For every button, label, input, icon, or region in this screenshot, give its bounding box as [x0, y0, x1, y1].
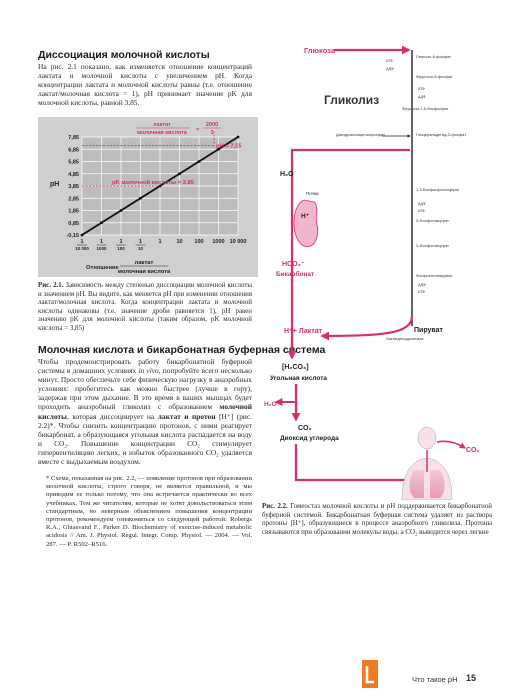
x-tick-top: 1	[158, 239, 162, 245]
adp-2: АДФ	[418, 95, 426, 99]
step-13bpg: 1,3-Бисфосфоглицерат	[416, 187, 460, 192]
ph-ratio-chart	[38, 117, 258, 277]
label-co2: CO₂	[298, 425, 312, 432]
x-tick-top: 1	[99, 239, 104, 245]
y-tick-label: 5,85	[68, 159, 79, 166]
bicarbonate-buffer-diagram	[262, 40, 502, 500]
atp-1: АТФ	[386, 59, 393, 63]
label-h2o-top: H₂O	[280, 171, 294, 178]
adp-1: АДФ	[386, 67, 394, 71]
y-tick-label: 7,85	[68, 135, 79, 141]
section-title-dissociation: Диссоциация молочной кислоты	[38, 49, 210, 61]
para-text-1: Чтобы продемонстрировать работу бикарбонатной буферной системы в домашних условиях	[38, 357, 252, 376]
arrow-left-loop	[292, 150, 410, 350]
x-tick-bottom: 10	[137, 246, 144, 251]
label-co2-name: Диоксид углерода	[280, 435, 339, 442]
atp-4: АТФ	[418, 290, 425, 294]
data-point	[198, 160, 201, 163]
ph-annotation: pH = 7,15	[216, 143, 242, 150]
data-point	[139, 197, 142, 200]
step-g3p: Глицеральдегид-3-фосфат	[416, 132, 467, 137]
figure-2-2-caption	[262, 503, 492, 537]
ratio-label-den: молочная кислота	[137, 130, 187, 136]
label-pyruvate: Пируват	[414, 327, 443, 334]
kidney-icon	[294, 200, 318, 247]
step-3pg: 3-Фосфоглицерат	[416, 218, 449, 223]
atp-3: АТФ	[418, 209, 425, 213]
step-2pg: 2-Фосфоглицерат	[416, 243, 449, 248]
ratio-value-den: 1	[210, 130, 214, 136]
y-tick-label: 1,85	[68, 208, 79, 215]
x-tick-top: 1	[138, 239, 143, 245]
data-point	[178, 172, 181, 175]
para-italic: in vivo	[138, 366, 159, 376]
step-pep: Фосфоенолпируват	[416, 273, 453, 278]
para-text-4: [H⁺] (рис. 2.2)*. Чтобы снизить концентрацию протонов, с ними реагирует бикарбонат, а образующаяся угольная кислота распадается на воду и CO₂. Повышение концентрации CO₂ стимулирует гипервентиляцию легких, и избыток образованного CO₂ удаляется вместе с выдыхаемым воздухом.	[38, 411, 252, 467]
y-tick-label: 2,85	[68, 196, 79, 203]
y-tick-label: 0,85	[68, 220, 79, 227]
label-h2o-bottom: H₂O	[264, 401, 277, 408]
label-h2co3: [H₂CO₃]	[282, 364, 309, 371]
step-dhap: Дигидроксиацетонфосфат	[336, 132, 386, 137]
figure-2-1	[38, 117, 258, 277]
para-bold-lactate-proton: лактат и протон	[157, 411, 216, 421]
footer-title: Что такое pH	[412, 675, 458, 684]
y-tick-label: -0,15	[66, 233, 79, 239]
label-hplus-kidney: H⁺	[301, 213, 310, 220]
data-point	[100, 221, 103, 224]
page-number: 15	[466, 673, 477, 683]
adp-3: АДФ	[418, 202, 426, 206]
y-axis-label: pH	[50, 181, 60, 188]
label-glycolysis: Гликолиз	[324, 93, 380, 107]
figure-2-2-caption-label: Рис. 2.2.	[262, 503, 288, 510]
pk-annotation: pK молочной кислоты = 3,85	[112, 180, 194, 186]
paragraph-dissociation: На рис. 2.1 показано, как изменяется отношение концентраций лактата и молочной кислоты с увеличением pH. Когда концентрации лактата и молочной кислоты равны (т.е. отношение лактат/молочная кислота = 1), pH принимает значение pK для молочной кислоты, равной 3,85.	[38, 62, 252, 108]
x-axis-label-num: лактат	[134, 260, 154, 266]
step-f6p: Фруктозо-6-фосфат	[416, 74, 453, 79]
para-text-3: , которая диссоциирует на	[66, 411, 158, 421]
figure-2-1-caption	[38, 282, 252, 334]
x-axis-label-text: Отношение	[86, 265, 119, 271]
arrow-to-lungs	[296, 444, 406, 480]
y-tick-label: 6,85	[68, 147, 79, 154]
para-bold-lactic: молочной кислоты	[38, 402, 252, 421]
paragraph-bicarbonate	[38, 357, 252, 466]
figure-2-1-caption-label: Рис. 2.1.	[38, 282, 64, 289]
glycolysis-steps	[336, 54, 466, 278]
x-tick-top: 1	[119, 239, 123, 245]
x-tick-top: 100	[194, 239, 204, 245]
x-tick-bottom: 1000	[96, 246, 107, 251]
label-co2-breath: CO₂	[466, 447, 480, 454]
atp-2: АТФ	[418, 87, 425, 91]
para-text-2: , попробуйте всего несколько минут. Просто обеспечьте себе физическую нагрузку в анаэробных условиях: пробегитесь как можно быстрее (лучше в гору), задержав при этом дыхание. В это время в ваших мышцах будет проходить анаэробный гликолиз с образованием	[38, 366, 252, 412]
figure-2-2-caption-text: Гомеостаз молочной кислоты и pH поддерживается бикарбонатной буферной системой. Бикарбонатная буферная система удаляет из раствора протоны [H⁺], образующиеся в процессе анаэробного гликолиза. Протоны связываются при образовании молекулы воды, а CO₂ выводится через легкие	[262, 503, 492, 536]
figure-2-1-caption-text: Зависимость между степенью диссоциации молочной кислоты и значением pH. Вы видите, как меняется pH при изменении отношения лактат/молочная кислота. Когда концентрации лактата и молочной кислоты одинаковы (т.е. значение дроби равняется 1), pH равен значению pK для молочной кислоты (таким образом, pK молочной кислоты = 3,85)	[38, 282, 252, 332]
atp-adp-labels	[386, 59, 426, 294]
label-ldh: Лактатдегидрогеназа	[386, 337, 424, 341]
label-bicarbonate: Бикарбонат	[276, 271, 315, 278]
section-title-bicarbonate: Молочная кислота и бикарбонатная буферная система	[38, 344, 326, 356]
data-point	[237, 136, 240, 139]
step-f16bp: Фруктозо-1,6-бисфосфат	[402, 106, 449, 111]
label-kidney: Почка	[306, 191, 319, 196]
ratio-equals: =	[196, 127, 200, 133]
arrow-exhale	[437, 441, 465, 448]
publisher-badge	[362, 660, 378, 688]
y-tick-label: 4,85	[68, 171, 79, 178]
ratio-label-num: лактат	[153, 122, 171, 128]
x-tick-top: 1	[80, 239, 84, 245]
label-h-lactate: H⁺+ Лактат	[284, 328, 323, 335]
label-carbonic-acid: Угольная кислота	[270, 375, 328, 382]
x-tick-bottom: 100	[117, 246, 125, 251]
x-tick-top: 10	[176, 239, 183, 245]
label-glucose: Глюкоза	[304, 46, 335, 55]
figure-2-2	[262, 40, 502, 500]
x-tick-bottom: 10 000	[75, 246, 89, 251]
x-tick-top: 1000	[212, 239, 225, 245]
ratio-value-num: 2000	[205, 122, 219, 128]
data-point	[120, 209, 123, 212]
x-tick-top: 10 000	[229, 239, 247, 245]
step-g6p: Глюкозо-6-фосфат	[416, 54, 451, 59]
y-tick-label: 3,85	[68, 184, 79, 190]
data-point	[81, 234, 84, 237]
lungs-illustration	[402, 427, 452, 500]
adp-4: АДФ	[418, 283, 426, 287]
publisher-logo-icon	[362, 660, 378, 688]
label-hco3: HCO₃⁻	[282, 261, 305, 268]
arrow-pyruvate-lactate	[322, 316, 412, 336]
footnote: * Схема, показанная на рис. 2.2, — появление протонов при образовании молочной кислоты, строго говоря, не является правильной, и мы приводим ее только потому, что она встречается практически во всех учебниках. Тем же читателям, которые не хотят довольствоваться этим стандартным, но неверным объяснением повышения концентрации протонов, рекомендуем ознакомиться со следующей работой: Robergs R.A., Ghiasvand F., Parker D. Biochemistry of exercise-induced metabolic acidosis // Am. J. Physiol. Regul. Integr. Comp. Physiol. — 2004. — Vol. 287. — P. R502–R516.	[46, 475, 252, 548]
x-axis-label-den: молочная кислота	[117, 269, 171, 275]
